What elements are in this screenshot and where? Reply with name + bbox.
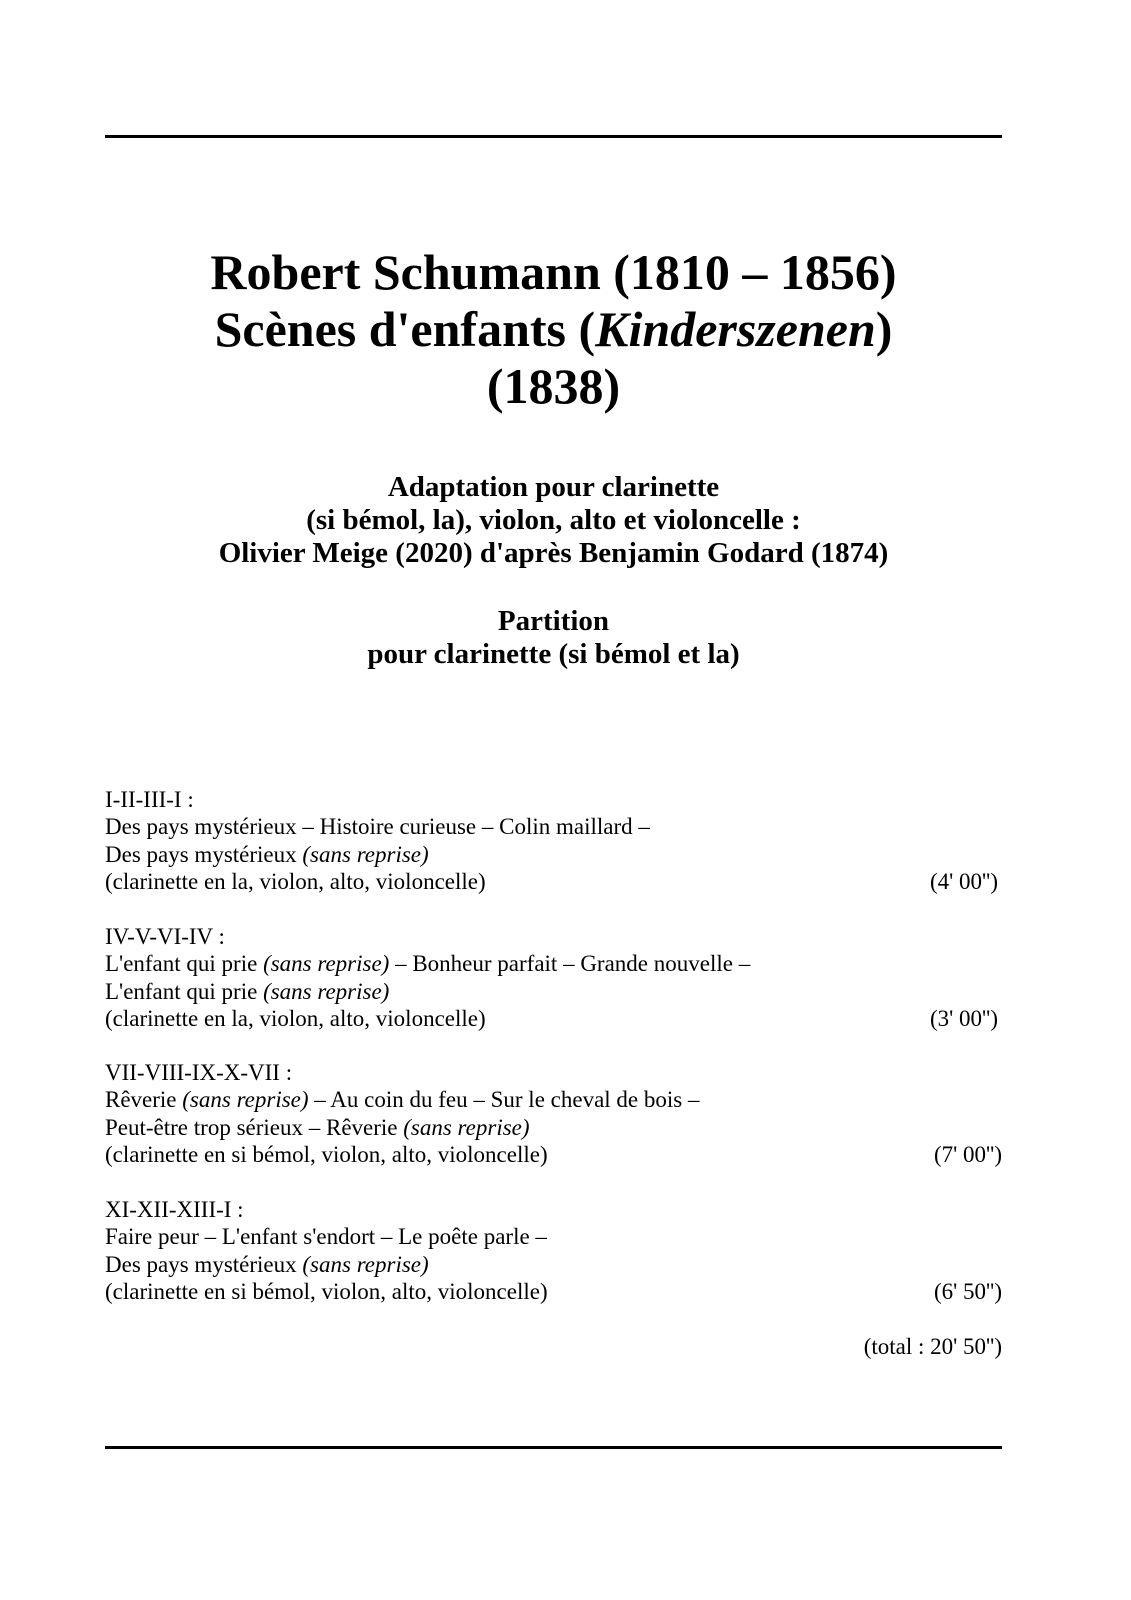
title-year: (1838): [486, 358, 621, 414]
section-duration: (4' 00''): [929, 869, 998, 895]
movement-text: Peut-être trop sérieux – Rêverie: [105, 1114, 404, 1140]
adaptation-line: Olivier Meige (2020) d'après Benjamin Godard (1874): [218, 537, 889, 569]
section-movements: Faire peur – L'enfant s'endort – Le poête parle –: [105, 1224, 547, 1250]
title-work-close: ): [875, 301, 893, 357]
movement-note: (sans reprise): [302, 841, 429, 867]
movement-note: (sans reprise): [263, 978, 390, 1004]
movement-text: L'enfant qui prie: [105, 951, 264, 977]
section-movements: [105, 1114, 1002, 1141]
section-movements: [105, 950, 1002, 977]
movement-note: (sans reprise): [182, 1087, 309, 1113]
adaptation-line: (si bémol, la), violon, alto et violoncelle :: [306, 504, 801, 536]
movement-text: Des pays mystérieux: [105, 1251, 303, 1277]
section-instruments: (clarinette en la, violon, alto, violoncelle): [105, 1006, 486, 1032]
total-duration: (total : 20' 50''): [863, 1334, 1002, 1359]
section-instruments: (clarinette en si bémol, violon, alto, violoncelle): [105, 1279, 548, 1305]
partition-block: [105, 605, 1002, 671]
section-3: [105, 1059, 1002, 1169]
movement-note: (sans reprise): [403, 1114, 530, 1140]
section-1: [105, 786, 1002, 896]
section-movements: [105, 1251, 1002, 1278]
section-movements: [105, 978, 1002, 1005]
movement-note: (sans reprise): [263, 951, 390, 977]
section-duration: (3' 00''): [929, 1006, 998, 1032]
section-header: VII-VIII-IX-X-VII :: [105, 1060, 293, 1085]
section-movements: [105, 1086, 1002, 1113]
movement-note: (sans reprise): [302, 1251, 429, 1277]
movement-text: Rêverie: [105, 1087, 183, 1113]
title-work-text: Scènes d'enfants (: [214, 301, 596, 357]
section-instruments: (clarinette en si bémol, violon, alto, violoncelle): [105, 1142, 548, 1168]
section-instruments: (clarinette en la, violon, alto, violoncelle): [105, 869, 486, 895]
section-movements: Des pays mystérieux – Histoire curieuse – Colin maillard –: [105, 814, 650, 840]
section-header: XI-XII-XIII-I :: [105, 1197, 244, 1222]
section-movements: [105, 841, 1002, 868]
movement-text: Des pays mystérieux: [105, 841, 303, 867]
section-4: [105, 1196, 1002, 1306]
partition-instrument: pour clarinette (si bémol et la): [367, 638, 740, 670]
section-header: IV-V-VI-IV :: [105, 924, 225, 949]
section-header: I-II-III-I :: [105, 787, 194, 812]
movement-text: – Au coin du feu – Sur le cheval de bois –: [308, 1087, 700, 1113]
adaptation-block: [105, 471, 1002, 570]
section-2: [105, 923, 1002, 1033]
partition-heading: Partition: [497, 605, 610, 637]
page-title: [105, 244, 1002, 415]
movement-text: – Bonheur parfait – Grande nouvelle –: [389, 951, 751, 977]
bottom-rule: [105, 1446, 1002, 1449]
title-composer: Robert Schumann (1810 – 1856): [210, 244, 897, 300]
top-rule: [105, 135, 1002, 138]
title-work-german: Kinderszenen: [595, 301, 876, 357]
title-work: [105, 301, 1002, 358]
section-duration: (6' 50''): [933, 1279, 1002, 1305]
adaptation-line: Adaptation pour clarinette: [387, 471, 720, 503]
section-duration: (7' 00''): [933, 1142, 1002, 1168]
movement-text: L'enfant qui prie: [105, 978, 264, 1004]
